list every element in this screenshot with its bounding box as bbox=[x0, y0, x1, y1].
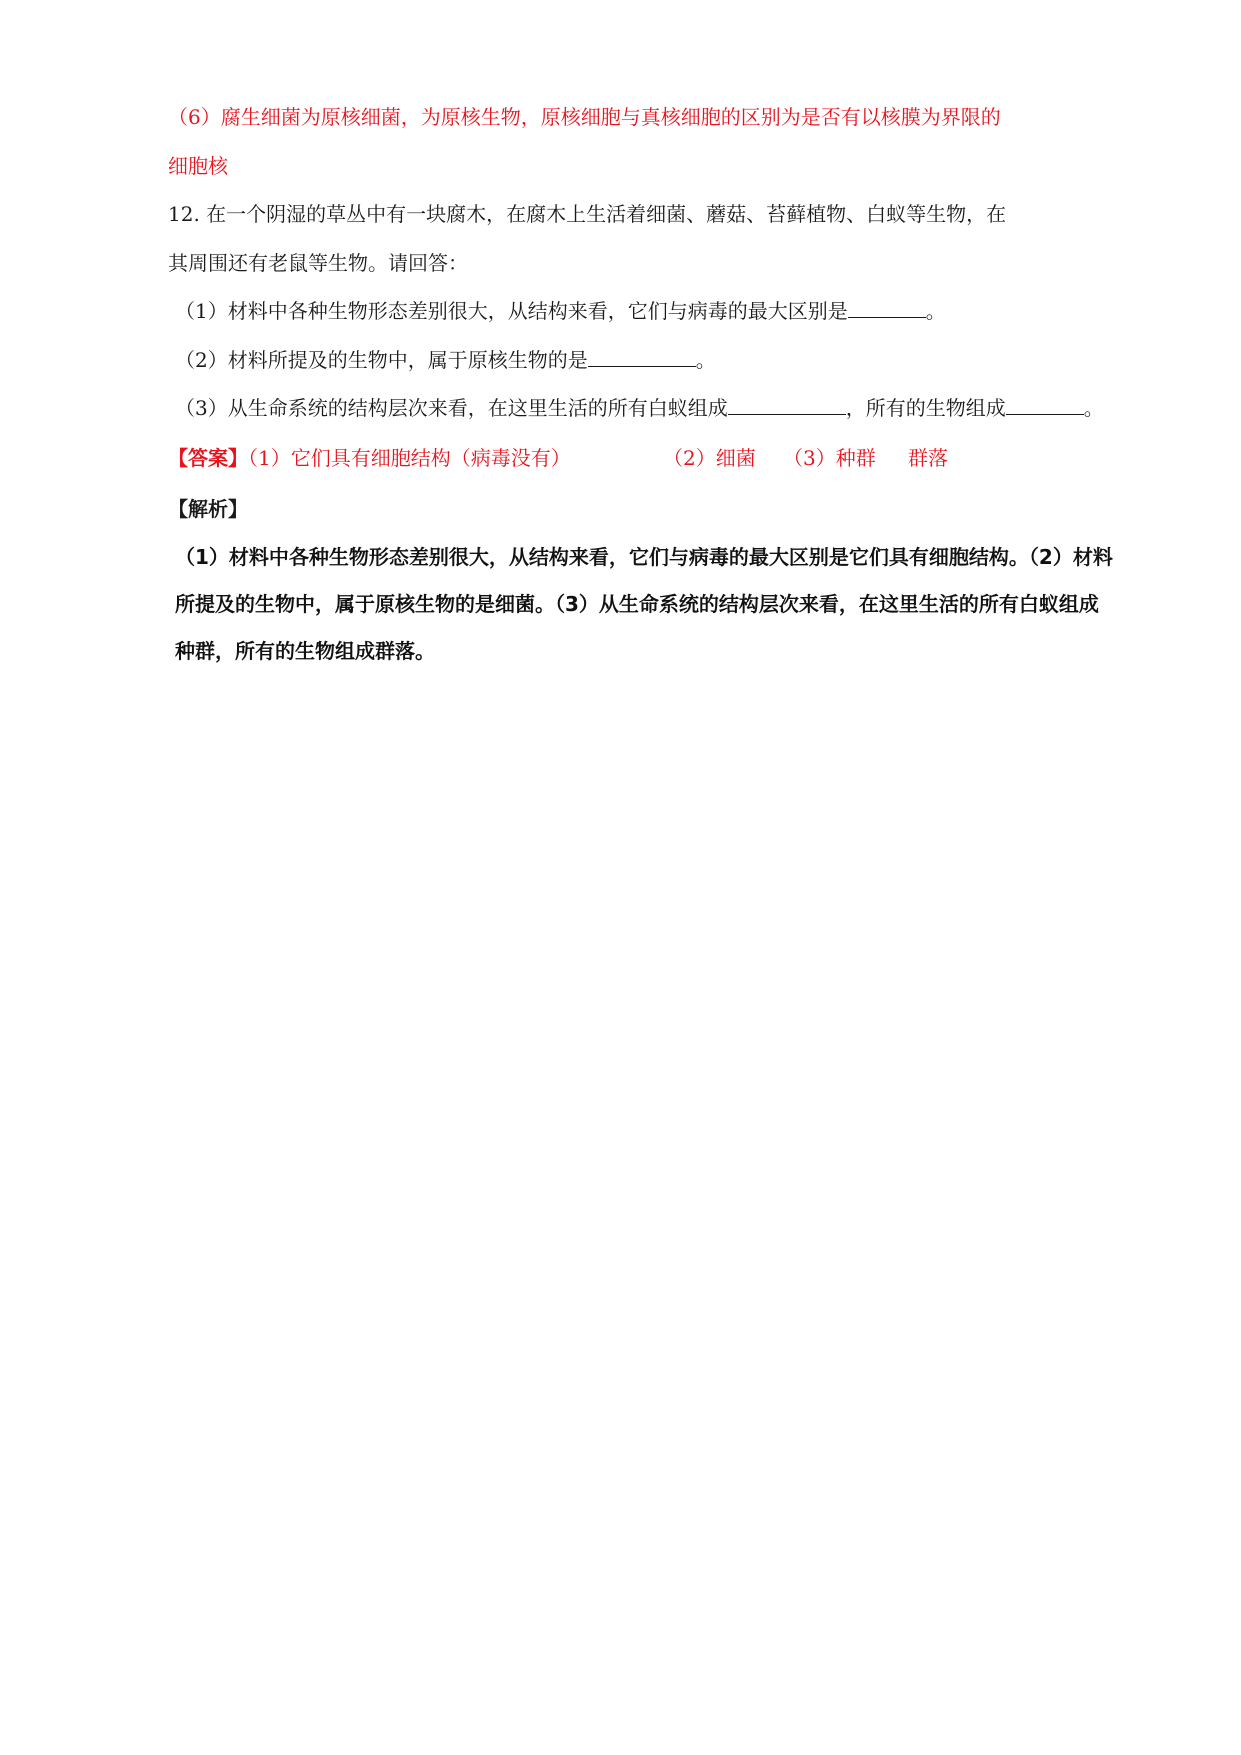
question-stem-line-2: 其周围还有老鼠等生物。请回答： bbox=[168, 251, 468, 275]
sub-question-3-mid: ，所有的生物组成 bbox=[845, 396, 1006, 420]
analysis-label: 【解析】 bbox=[168, 497, 248, 521]
sub-question-1-end: 。 bbox=[925, 299, 946, 323]
answer-label bbox=[168, 444, 571, 472]
prev-answer-line-2: 细胞核 bbox=[168, 154, 228, 178]
sub-question-3 bbox=[175, 394, 1104, 422]
sub-question-3-end: 。 bbox=[1083, 396, 1104, 420]
answer-blank-1[interactable] bbox=[848, 299, 926, 318]
sub-question-2 bbox=[175, 346, 716, 374]
answer-blank-3[interactable] bbox=[728, 396, 846, 415]
analysis-line-3: 种群，所有的生物组成群落。 bbox=[175, 639, 435, 663]
answer-part-1: （1）它们具有细胞结构（病毒没有） bbox=[248, 446, 571, 470]
answer-part-2: （2）细菌 bbox=[663, 446, 756, 470]
sub-question-1 bbox=[175, 297, 946, 325]
analysis-line-2: 所提及的生物中，属于原核生物的是细菌。（3）从生命系统的结构层次来看，在这里生活的所有白蚁组成 bbox=[175, 592, 1099, 616]
question-stem-line-1: 12. 在一个阴湿的草丛中有一块腐木，在腐木上生活着细菌、蘑菇、苔藓植物、白蚁等生物，在 bbox=[168, 202, 1007, 226]
sub-question-2-text: （2）材料所提及的生物中，属于原核生物的是 bbox=[175, 348, 588, 372]
sub-question-2-end: 。 bbox=[695, 348, 716, 372]
answer-label-text: 【答案】 bbox=[168, 446, 248, 470]
answer-blank-4[interactable] bbox=[1006, 396, 1084, 415]
sub-question-1-text: （1）材料中各种生物形态差别很大，从结构来看，它们与病毒的最大区别是 bbox=[175, 299, 848, 323]
answer-part-3: （3）种群 bbox=[783, 446, 876, 470]
sub-question-3-text: （3）从生命系统的结构层次来看，在这里生活的所有白蚁组成 bbox=[175, 396, 728, 420]
answer-part-4: 群落 bbox=[908, 446, 948, 470]
analysis-line-1: （1）材料中各种生物形态差别很大，从结构来看，它们与病毒的最大区别是它们具有细胞结构。（2）材料 bbox=[175, 545, 1113, 569]
prev-answer-line-1: （6）腐生细菌为原核细菌，为原核生物，原核细胞与真核细胞的区别为是否有以核膜为界限的 bbox=[168, 105, 1001, 129]
answer-blank-2[interactable] bbox=[588, 348, 696, 367]
